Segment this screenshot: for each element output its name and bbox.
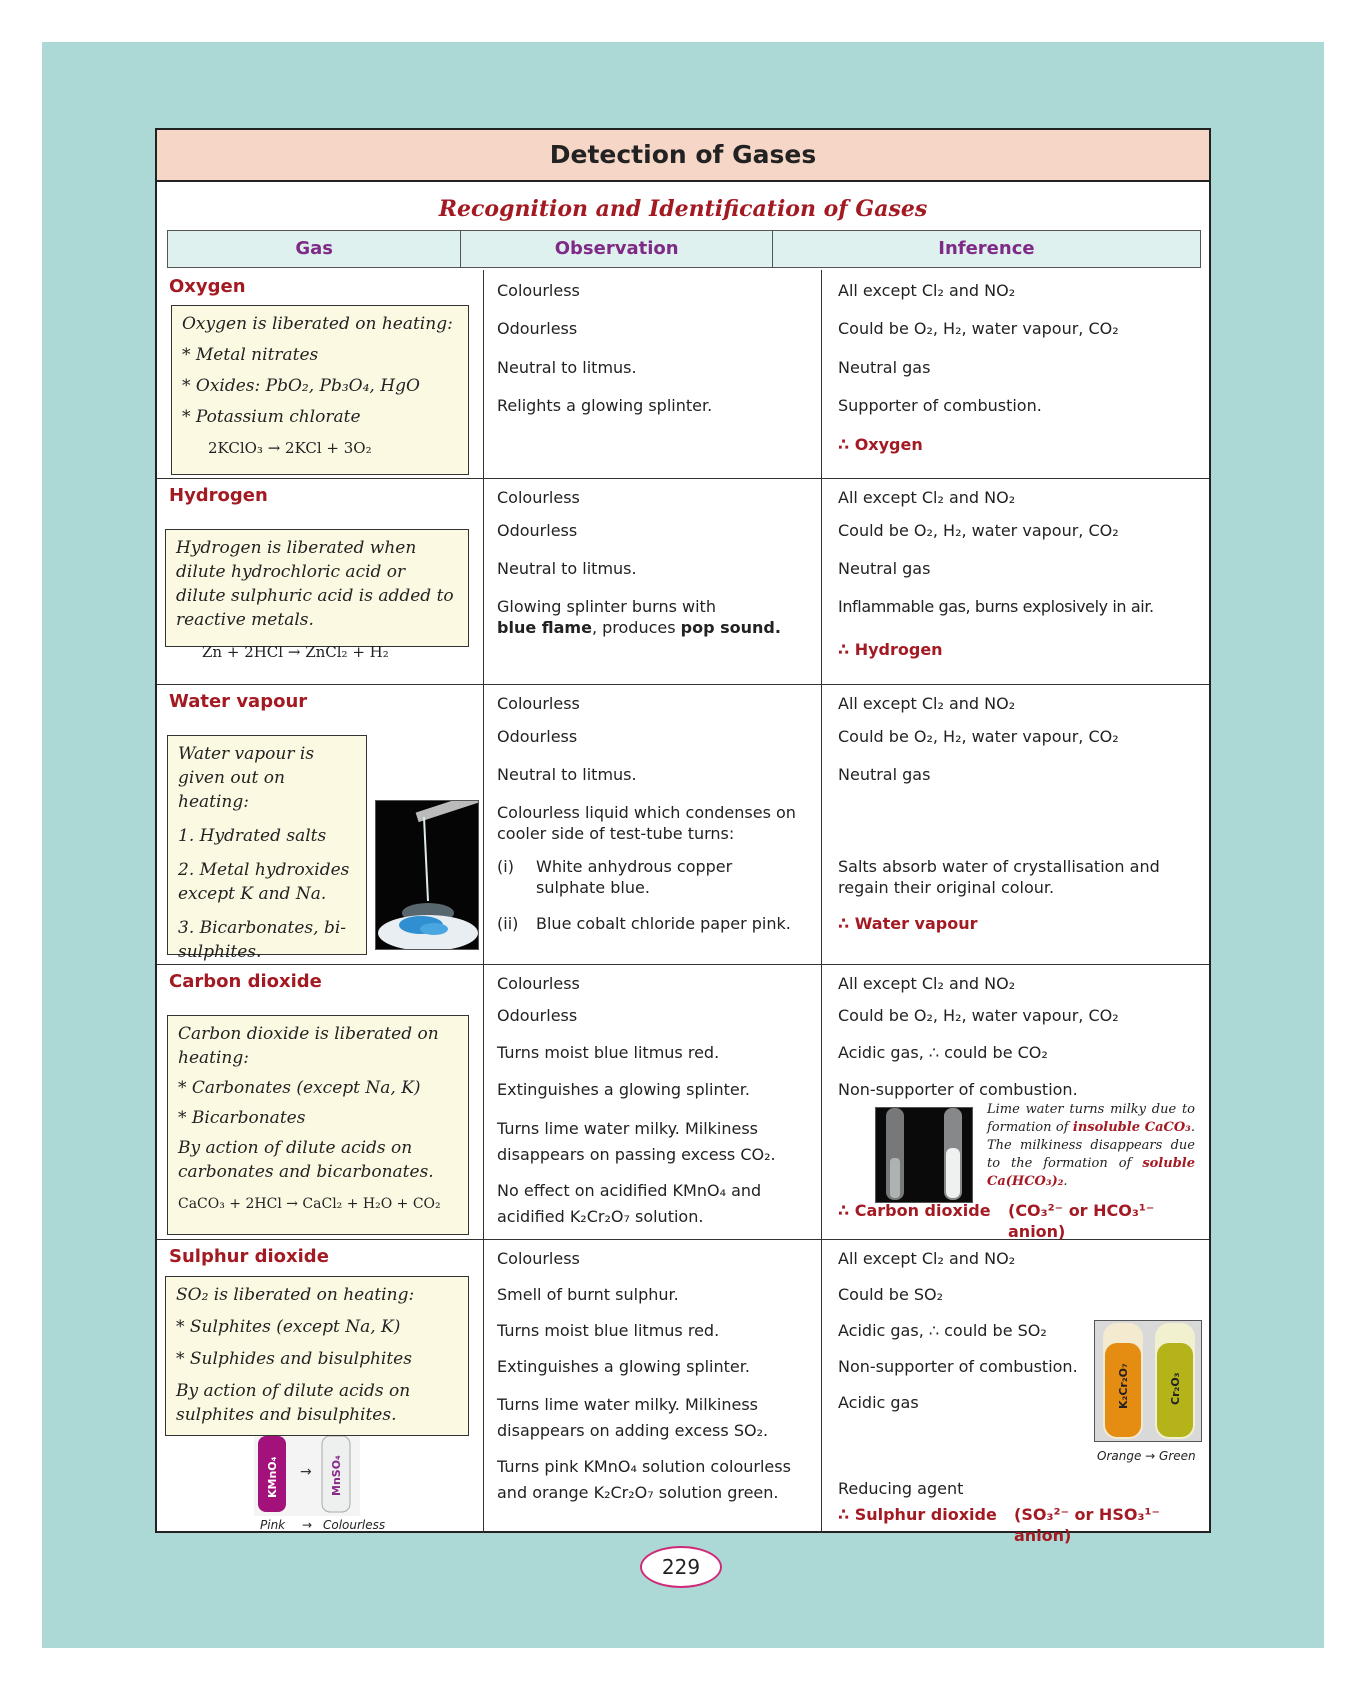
obs-line: Odourless xyxy=(497,727,578,746)
anion-label: (CO₃²⁻ or HCO₃¹⁻ anion) xyxy=(1008,1201,1155,1241)
obs-line: Colourless liquid which condenses on cooler side of test-tube turns: xyxy=(497,803,796,843)
inf-line: Could be O₂, H₂, water vapour, CO₂ xyxy=(838,727,1119,746)
gas-name: Oxygen xyxy=(169,276,246,297)
obs-line: Neutral to litmus. xyxy=(497,765,637,784)
page-title: Detection of Gases xyxy=(157,130,1209,182)
document-sheet xyxy=(155,128,1211,1545)
obs-line: Odourless xyxy=(497,319,578,338)
inference-result: ∴ Water vapour xyxy=(838,914,978,933)
obs-line: Turns lime water milky. Milkiness disappears on adding excess SO₂. xyxy=(497,1395,769,1440)
row-carbon-dioxide xyxy=(157,964,1209,1239)
water-note: Water vapour is given out on heating: 1. Hydrated salts 2. Metal hydroxides except K and Na. 3. Bicarbonates, bi-sulphites. xyxy=(167,735,367,955)
row-sulphur-dioxide xyxy=(157,1239,1209,1545)
tube-caption: → xyxy=(302,1518,313,1532)
obs-line: Odourless xyxy=(497,1006,578,1025)
obs-line: Colourless xyxy=(497,1249,580,1268)
kmno4-tubes xyxy=(254,1436,360,1516)
tube-caption: Pink xyxy=(260,1518,286,1532)
tube-caption: Colourless xyxy=(323,1518,386,1532)
copper-sulphate-photo xyxy=(375,800,479,950)
inference-result: ∴ Hydrogen xyxy=(838,640,943,659)
inference-result: ∴ Sulphur dioxide xyxy=(838,1505,997,1524)
inf-line: All except Cl₂ and NO₂ xyxy=(838,974,1016,993)
oxygen-note: Oxygen is liberated on heating: * Metal nitrates * Oxides: PbO₂, Pb₃O₄, HgO * Potassium chlorate 2KClO₃ → 2KCl + 3O₂ xyxy=(171,305,469,475)
inference-result: ∴ Carbon dioxide xyxy=(838,1201,991,1220)
table-header xyxy=(167,230,1201,268)
svg-text:K₂Cr₂O₇: K₂Cr₂O₇ xyxy=(1117,1363,1130,1409)
inf-line: Supporter of combustion. xyxy=(838,396,1042,415)
hydrogen-note: Hydrogen is liberated when dilute hydrochloric acid or dilute sulphuric acid is added to reactive metals. Zn + 2HCl → ZnCl₂ + H₂ xyxy=(165,529,469,647)
inf-line: All except Cl₂ and NO₂ xyxy=(838,1249,1016,1268)
inf-line: Could be O₂, H₂, water vapour, CO₂ xyxy=(838,1006,1119,1025)
inf-line: Acidic gas, ∴ could be SO₂ xyxy=(838,1321,1047,1340)
obs-line: Turns lime water milky. Milkiness disappears on passing excess CO₂. xyxy=(497,1119,776,1164)
obs-line: Colourless xyxy=(497,694,580,713)
svg-text:MnSO₄: MnSO₄ xyxy=(330,1455,343,1496)
inf-line: Neutral gas xyxy=(838,358,931,377)
obs-line: Glowing splinter burns with blue flame, produces pop sound. xyxy=(497,597,781,637)
obs-line: Colourless xyxy=(497,974,580,993)
inf-line: Acidic gas, ∴ could be CO₂ xyxy=(838,1043,1048,1062)
gas-name: Carbon dioxide xyxy=(169,971,322,992)
header-gas: Gas xyxy=(168,231,461,267)
obs-line: Colourless xyxy=(497,281,580,300)
obs-line: Neutral to litmus. xyxy=(497,559,637,578)
inf-line: Non-supporter of combustion. xyxy=(838,1357,1078,1376)
inf-line: Non-supporter of combustion. xyxy=(838,1080,1078,1099)
page-subtitle: Recognition and Identification of Gases xyxy=(438,196,928,222)
dichromate-tubes xyxy=(1094,1320,1202,1442)
inf-line: Neutral gas xyxy=(838,559,931,578)
co2-note: Carbon dioxide is liberated on heating: * Carbonates (except Na, K) * Bicarbonates By action of dilute acids on carbonates and bicarbonates. CaCO₃ + 2HCl → CaCl₂ + H₂O + CO₂ xyxy=(167,1015,469,1235)
page-number: 229 xyxy=(640,1546,722,1588)
header-observation: Observation xyxy=(461,231,772,267)
inf-line: All except Cl₂ and NO₂ xyxy=(838,281,1016,300)
gas-name: Hydrogen xyxy=(169,485,268,506)
lime-water-caption: Lime water turns milky due to formation of insoluble CaCO₃. The milkiness disappears due to the formation of soluble Ca(HCO₃)₂. xyxy=(987,1102,1195,1189)
lime-water-photo xyxy=(875,1107,973,1203)
svg-text:KMnO₄: KMnO₄ xyxy=(266,1456,279,1498)
obs-line: Relights a glowing splinter. xyxy=(497,396,713,415)
row-water-vapour xyxy=(157,684,1209,964)
inf-line: Salts absorb water of crystallisation and regain their original colour. xyxy=(838,857,1160,897)
svg-text:→: → xyxy=(300,1464,312,1480)
inf-line: Acidic gas xyxy=(838,1393,919,1412)
so2-note: SO₂ is liberated on heating: * Sulphites (except Na, K) * Sulphides and bisulphites By action of dilute acids on sulphites and bisulphites. xyxy=(165,1276,469,1436)
obs-line: No effect on acidified KMnO₄ and acidified K₂Cr₂O₇ solution. xyxy=(497,1181,762,1226)
obs-line: White anhydrous copper sulphate blue. xyxy=(536,857,733,897)
inf-line: Inflammable gas, burns explosively in air. xyxy=(838,597,1154,616)
obs-line: Turns moist blue litmus red. xyxy=(497,1043,720,1062)
obs-line: Extinguishes a glowing splinter. xyxy=(497,1357,750,1376)
inf-line: Could be SO₂ xyxy=(838,1285,944,1304)
obs-line: (i) xyxy=(497,857,514,876)
inf-line: Neutral gas xyxy=(838,765,931,784)
obs-line: Turns pink KMnO₄ solution colourless and orange K₂Cr₂O₇ solution green. xyxy=(497,1457,791,1502)
row-hydrogen xyxy=(157,478,1209,684)
inf-line: Could be O₂, H₂, water vapour, CO₂ xyxy=(838,521,1119,540)
header-inference: Inference xyxy=(938,238,1035,259)
tube-caption: Orange → Green xyxy=(1097,1449,1196,1463)
inf-line: All except Cl₂ and NO₂ xyxy=(838,694,1016,713)
obs-line: Odourless xyxy=(497,521,578,540)
obs-line: Blue cobalt chloride paper pink. xyxy=(536,914,791,933)
obs-line: Smell of burnt sulphur. xyxy=(497,1285,679,1304)
svg-text:Cr₂O₃: Cr₂O₃ xyxy=(1169,1372,1182,1405)
row-oxygen xyxy=(157,270,1209,478)
gas-name: Water vapour xyxy=(169,691,308,712)
gas-name: Sulphur dioxide xyxy=(169,1246,329,1267)
obs-line: Neutral to litmus. xyxy=(497,358,637,377)
inf-line: Could be O₂, H₂, water vapour, CO₂ xyxy=(838,319,1119,338)
inf-line: All except Cl₂ and NO₂ xyxy=(838,488,1016,507)
obs-line: (ii) xyxy=(497,914,519,933)
obs-line: Turns moist blue litmus red. xyxy=(497,1321,720,1340)
obs-line: Extinguishes a glowing splinter. xyxy=(497,1080,750,1099)
obs-line: Colourless xyxy=(497,488,580,507)
anion-label: (SO₃²⁻ or HSO₃¹⁻ anion) xyxy=(1014,1505,1160,1545)
inf-line: Reducing agent xyxy=(838,1479,964,1498)
inference-result: ∴ Oxygen xyxy=(838,435,923,454)
